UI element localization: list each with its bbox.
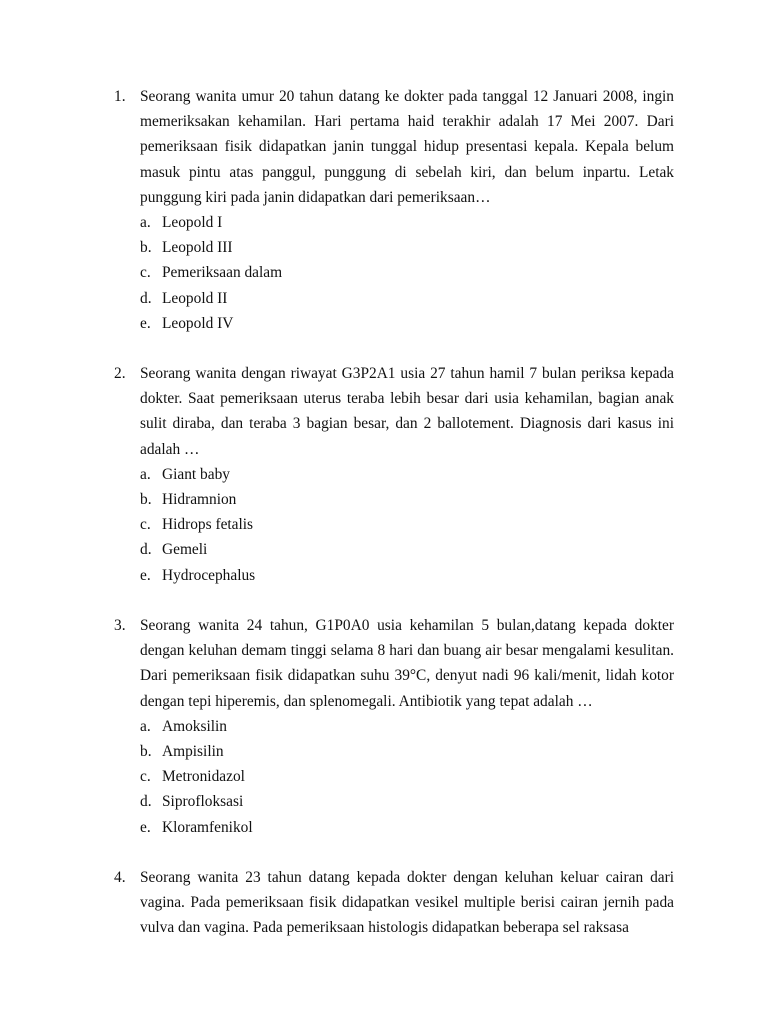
option-e <box>140 815 674 840</box>
option-c <box>140 764 674 789</box>
option-e <box>140 311 674 336</box>
option-letter: d. <box>140 793 152 811</box>
option-a <box>140 714 674 739</box>
option-letter: a. <box>140 465 151 483</box>
option-label: Ampisilin <box>162 743 224 760</box>
option-label: Leopold II <box>162 289 228 307</box>
question-2 <box>114 361 674 588</box>
option-label: Giant baby <box>162 465 230 483</box>
option-label: Kloramfenikol <box>162 818 253 836</box>
option-b <box>140 739 674 764</box>
option-letter: d. <box>140 289 152 307</box>
question-4 <box>114 865 674 941</box>
option-c <box>140 260 674 285</box>
option-label: Pemeriksaan dalam <box>162 264 283 282</box>
option-a <box>140 462 674 487</box>
option-label: Leopold III <box>162 239 233 257</box>
question-3 <box>114 613 674 840</box>
question-text: Seorang wanita 24 tahun, G1P0A0 usia kehamilan 5 bulan,datang kepada dokter dengan keluhan demam tinggi selama 8 hari dan buang air besar mengalami kesulitan. Dari pemeriksaan fisik didapatkan suhu 39°C, denyut nadi 96 kali/menit, lidah kotor dengan tepi hiperemis, dan splenomegali. Antibiotik yang tepat adalah … <box>140 617 674 710</box>
question-text: Seorang wanita dengan riwayat G3P2A1 usia 27 tahun hamil 7 bulan periksa kepada dokter. Saat pemeriksaan uterus teraba lebih besar dari usia kehamilan, bagian anak sulit diraba, dan teraba 3 bagian besar, dan 2 ballotement. Diagnosis dari kasus ini adalah … <box>140 365 674 458</box>
option-letter: c. <box>140 768 151 786</box>
option-d <box>140 286 674 311</box>
question-number: 3. <box>114 617 126 634</box>
question-text: Seorang wanita umur 20 tahun datang ke dokter pada tanggal 12 Januari 2008, ingin memeriksakan kehamilan. Hari pertama haid terakhir adalah 17 Mei 2007. Dari pemeriksaan fisik didapatkan janin tunggal hidup presentasi kepala. Kepala belum masuk pintu atas panggul, punggung di sebelah kiri, dan belum inpartu. Letak punggung kiri pada janin didapatkan dari pemeriksaan… <box>140 88 674 206</box>
option-list <box>140 714 674 840</box>
option-label: Leopold I <box>162 214 223 232</box>
option-e <box>140 563 674 588</box>
option-c <box>140 512 674 537</box>
option-list <box>140 462 674 588</box>
question-number: 4. <box>114 869 126 886</box>
option-letter: d. <box>140 541 152 559</box>
option-b <box>140 235 674 260</box>
option-letter: a. <box>140 214 151 232</box>
option-list <box>140 210 674 336</box>
option-label: Amoksilin <box>162 717 227 735</box>
option-a <box>140 210 674 235</box>
option-letter: b. <box>140 491 152 508</box>
option-label: Gemeli <box>162 541 208 559</box>
option-label: Siprofloksasi <box>162 793 244 811</box>
option-d <box>140 537 674 562</box>
option-label: Leopold IV <box>162 314 234 332</box>
option-label: Hydrocephalus <box>162 566 256 584</box>
option-letter: e. <box>140 818 151 836</box>
option-letter: c. <box>140 264 151 282</box>
option-label: Metronidazol <box>162 768 245 786</box>
question-number: 1. <box>114 88 126 105</box>
option-letter: b. <box>140 743 152 760</box>
question-number: 2. <box>114 365 126 382</box>
option-label: Hidrops fetalis <box>162 516 254 534</box>
option-letter: e. <box>140 566 151 584</box>
question-1 <box>114 84 674 336</box>
option-letter: e. <box>140 314 151 332</box>
question-text: Seorang wanita 23 tahun datang kepada dokter dengan keluhan keluar cairan dari vagina. Pada pemeriksaan fisik didapatkan vesikel multiple berisi cairan jernih pada vulva dan vagina. Pada pemeriksaan histologis didapatkan beberapa sel raksasa <box>140 869 674 937</box>
option-letter: a. <box>140 717 151 735</box>
option-label: Hidramnion <box>162 491 237 508</box>
option-b <box>140 487 674 512</box>
option-letter: c. <box>140 516 151 534</box>
option-d <box>140 789 674 814</box>
option-letter: b. <box>140 239 152 257</box>
